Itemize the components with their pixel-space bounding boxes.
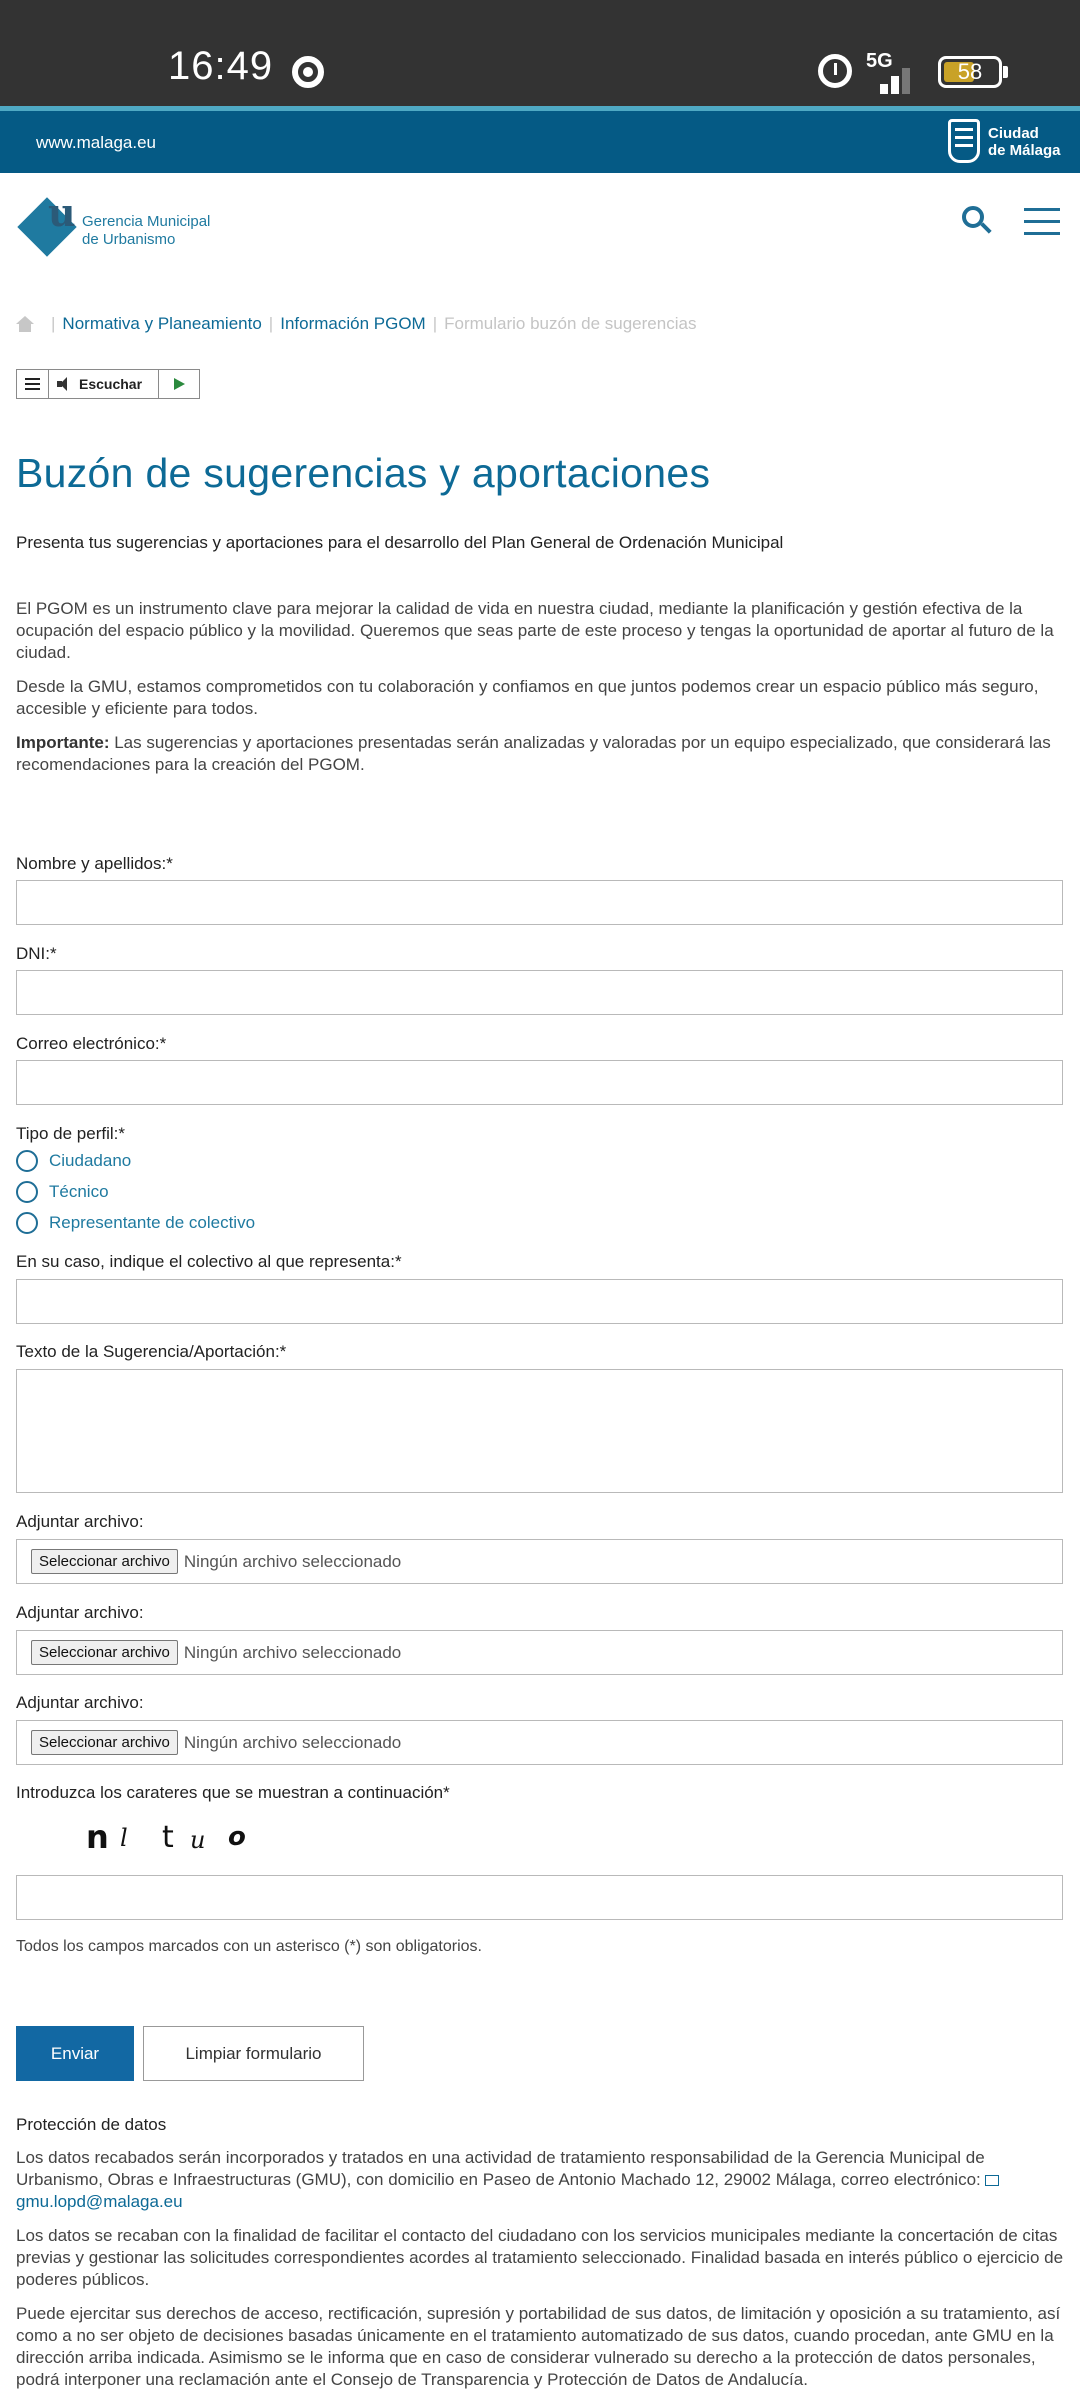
breadcrumb-pgom[interactable]: Información PGOM — [280, 314, 426, 333]
logo-line2: de Urbanismo — [82, 231, 176, 248]
city-shield-icon[interactable] — [948, 119, 980, 163]
network-type: 5G — [866, 50, 893, 72]
logo-line1: Gerencia Municipal — [82, 213, 211, 230]
status-bar — [0, 0, 1080, 106]
radio-circle[interactable] — [16, 1212, 38, 1234]
select-file-button-1[interactable]: Seleccionar archivo — [31, 1549, 178, 1574]
select-file-button-3[interactable]: Seleccionar archivo — [31, 1730, 178, 1755]
listen-button[interactable] — [49, 370, 159, 398]
select-file-button-2[interactable]: Seleccionar archivo — [31, 1640, 178, 1665]
privacy-text-1: Los datos recabados serán incorporados y tratados en una actividad de tratamiento responsabilidad de la Gerencia Municipal de Urbanismo, Obras e Infraestructuras (GMU), con domicilio en Paseo de Antonio Machado 12, 29002 Málaga, correo electrónico: — [16, 2148, 985, 2189]
attach-label-1: Adjuntar archivo: — [16, 1512, 144, 1531]
attach-label-3: Adjuntar archivo: — [16, 1693, 144, 1712]
breadcrumb: | Normativa y Planeamiento | Información PGOM | Formulario buzón de sugerencias — [16, 314, 696, 334]
city-banner — [0, 111, 1080, 173]
radio-tecnico[interactable] — [16, 1181, 109, 1203]
important-label: Importante: — [16, 733, 110, 752]
attach-label-2: Adjuntar archivo: — [16, 1603, 144, 1622]
file-input-3 — [16, 1720, 1063, 1765]
hamburger-menu-icon[interactable] — [1024, 208, 1060, 236]
privacy-email-link[interactable]: gmu.lopd@malaga.eu — [16, 2192, 183, 2211]
city-logo-text[interactable] — [988, 125, 1061, 159]
captcha-char-1: n — [86, 1818, 109, 1856]
privacy-paragraph-1 — [16, 2147, 1066, 2213]
alarm-icon — [818, 54, 852, 88]
radio-label: Técnico — [49, 1182, 109, 1201]
name-input[interactable] — [16, 880, 1063, 925]
captcha-char-3: t — [162, 1820, 174, 1855]
radio-circle[interactable] — [16, 1150, 38, 1172]
captcha-char-5: o — [228, 1822, 246, 1852]
email-input[interactable] — [16, 1060, 1063, 1105]
name-label: Nombre y apellidos:* — [16, 854, 173, 873]
malaga-link[interactable]: www.malaga.eu — [36, 133, 157, 152]
file-status-1: Ningún archivo seleccionado — [183, 1551, 402, 1571]
submit-button[interactable]: Enviar — [16, 2026, 134, 2081]
file-status-2: Ningún archivo seleccionado — [183, 1642, 402, 1662]
breadcrumb-current: Formulario buzón de sugerencias — [444, 314, 697, 333]
suggestion-textarea[interactable] — [16, 1369, 1063, 1493]
radio-circle[interactable] — [16, 1181, 38, 1203]
intro-paragraph-3 — [16, 732, 1066, 776]
city-line1: Ciudad — [988, 125, 1039, 142]
status-time: 16:49 — [168, 44, 274, 88]
city-line2: de Málaga — [988, 142, 1061, 159]
captcha-char-2: l — [120, 1824, 128, 1852]
captcha-label: Introduzca los carateres que se muestran a continuación* — [16, 1783, 450, 1802]
intro-paragraph-2: Desde la GMU, estamos comprometidos con tu colaboración y confiamos en que juntos podemos crear un espacio público más seguro, accesible y eficiente para todos. — [16, 677, 1039, 718]
file-status-3: Ningún archivo seleccionado — [183, 1732, 402, 1752]
battery-icon — [938, 56, 1002, 88]
captcha-char-4: u — [190, 1826, 206, 1854]
readspeaker-widget — [16, 369, 200, 399]
suggestion-label: Texto de la Sugerencia/Aportación:* — [16, 1342, 287, 1361]
radio-label: Ciudadano — [49, 1151, 132, 1170]
breadcrumb-normativa[interactable]: Normativa y Planeamiento — [62, 314, 262, 333]
listen-menu-icon[interactable] — [17, 370, 49, 398]
radio-label: Representante de colectivo — [49, 1213, 256, 1232]
search-icon[interactable] — [962, 206, 992, 236]
email-label: Correo electrónico:* — [16, 1034, 167, 1053]
radio-ciudadano[interactable] — [16, 1150, 131, 1172]
privacy-paragraph-3: Puede ejercitar sus derechos de acceso, rectificación, supresión y portabilidad de sus datos, de limitación y oposición a su tratamiento, así como a no ser objeto de decisiones basadas únicamente en el tratamiento automatizado de sus datos, cuando procedan, ante GMU en la dirección arriba indicada. Asimismo se le informa que en caso de considerar vulnerado su derecho a la protección de datos personales, podrá interponer una reclamación ante el Consejo de Transparencia y Protección de Datos de Andalucía. — [16, 2304, 1061, 2389]
required-note: Todos los campos marcados con un asterisco (*) son obligatorios. — [16, 1938, 482, 1955]
file-input-2 — [16, 1630, 1063, 1675]
reset-button[interactable]: Limpiar formulario — [143, 2026, 364, 2081]
radio-representante[interactable] — [16, 1212, 255, 1234]
important-text: Las sugerencias y aportaciones presentadas serán analizadas y valoradas por un equipo especializado, que considerará las recomendaciones para la creación del PGOM. — [16, 733, 1051, 774]
home-icon[interactable] — [16, 316, 34, 332]
captcha-input[interactable] — [16, 1875, 1063, 1920]
privacy-title: Protección de datos — [16, 2115, 167, 2134]
envelope-icon — [985, 2175, 999, 2186]
collective-input[interactable] — [16, 1279, 1063, 1324]
page-subtitle: Presenta tus sugerencias y aportaciones para el desarrollo del Plan General de Ordenación Municipal — [16, 533, 784, 552]
collective-label: En su caso, indique el colectivo al que representa:* — [16, 1252, 402, 1271]
dni-input[interactable] — [16, 970, 1063, 1015]
intro-paragraph-1: El PGOM es un instrumento clave para mejorar la calidad de vida en nuestra ciudad, mediante la planificación y gestión efectiva de la ocupación del espacio público y la movilidad. Queremos que seas parte de este proceso y tengas la oportunidad de aportar al futuro de la ciudad. — [16, 599, 1054, 662]
signal-icon — [880, 64, 922, 94]
speaker-icon — [57, 377, 73, 391]
privacy-paragraph-2: Los datos se recaban con la finalidad de facilitar el contacto del ciudadano con los servicios municipales mediante la concertación de citas previas y gestionar las solicitudes correspondientes acordes al tratamiento seleccionado. Finalidad basada en interés público o ejercicio de poderes públicos. — [16, 2226, 1064, 2289]
dni-label: DNI:* — [16, 944, 57, 963]
chrome-icon — [292, 56, 324, 88]
profile-label: Tipo de perfil:* — [16, 1124, 125, 1143]
gmu-logo-text[interactable] — [82, 213, 210, 249]
listen-label: Escuchar — [79, 376, 143, 392]
file-input-1 — [16, 1539, 1063, 1584]
gmu-logo-letter: u — [48, 190, 76, 235]
play-icon[interactable] — [159, 370, 199, 398]
page-title: Buzón de sugerencias y aportaciones — [16, 450, 711, 496]
battery-level: 58 — [957, 59, 983, 84]
